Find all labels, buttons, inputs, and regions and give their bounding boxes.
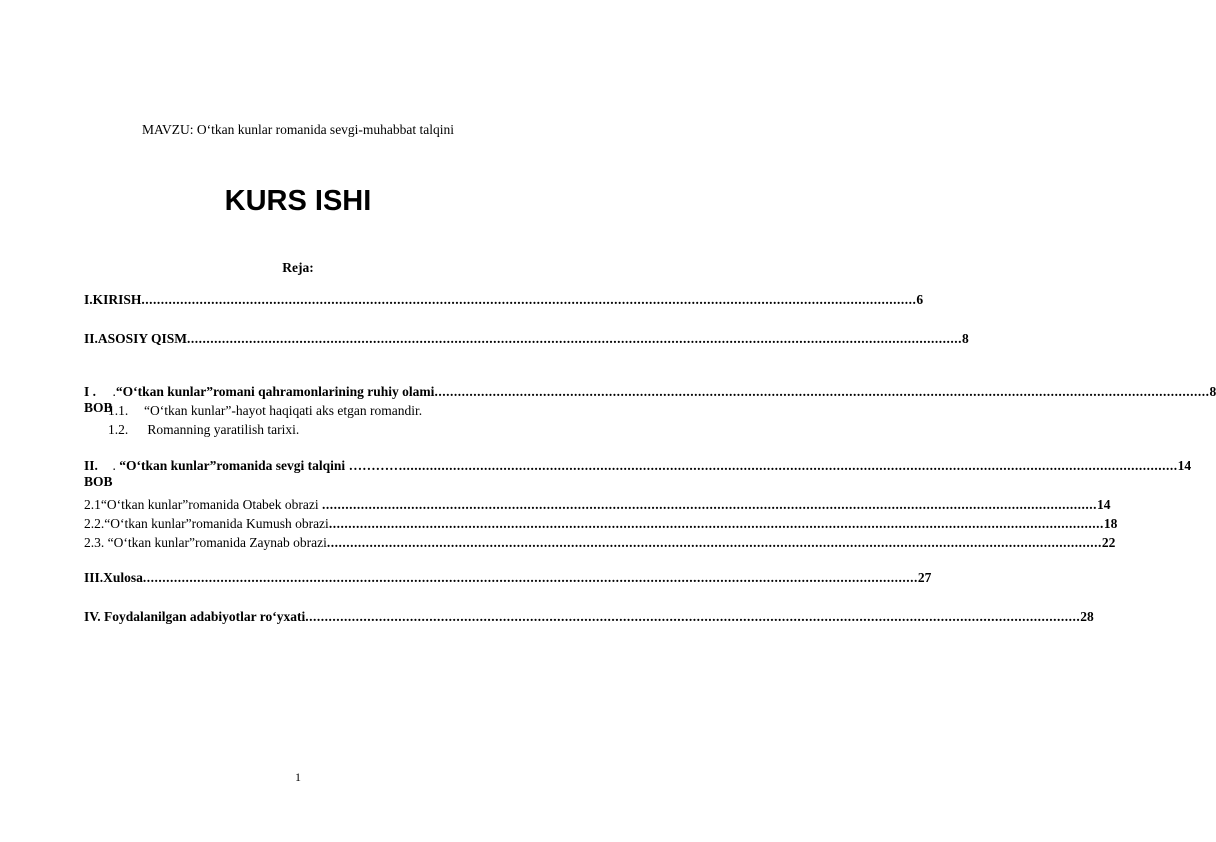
toc-subentry-number: 1.1. <box>108 403 129 418</box>
toc-entry-intro <box>84 292 924 308</box>
topic-line: MAVZU: O‘tkan kunlar romanida sevgi-muhabbat talqini <box>141 122 455 137</box>
toc-leader-dots: ........................................................................................................................................................................................................ <box>434 384 1210 399</box>
page-number: 1 <box>295 770 301 784</box>
toc-subentry-page: 18 <box>1103 516 1118 531</box>
toc-entry-main <box>84 331 969 347</box>
toc-subentry-2-1 <box>84 497 1111 513</box>
toc-entry-label: KIRISH <box>92 292 142 307</box>
toc-leader-dots: ........................................................................................................................................................................................................ <box>402 458 1178 473</box>
toc-entry-page: 8 <box>1209 384 1216 399</box>
toc-entry-page: 14 <box>1177 458 1192 473</box>
toc-entry-label: “O‘tkan kunlar”romanida sevgi talqini <box>119 458 349 473</box>
toc-entry-number: I . BOB <box>84 384 113 415</box>
document-title: KURS ISHI <box>224 185 372 217</box>
toc-subentry-number: 1.2. <box>108 422 129 437</box>
toc-subentry-page: 14 <box>1097 497 1111 512</box>
toc-subentry-label: 2.3. “O‘tkan kunlar”romanida Zaynab obrazi <box>84 535 327 550</box>
toc-subentry-1-1 <box>108 403 422 419</box>
toc-entry-chapter-2 <box>84 458 1192 490</box>
plan-heading: Reja: <box>282 260 314 275</box>
toc-leader-dots: ........................................................................................................................................................................................................ <box>141 292 917 307</box>
toc-subentry-2-3 <box>84 535 1116 551</box>
toc-entry-ellipsis: ………… <box>348 458 403 473</box>
toc-entry-number: II. BOB <box>84 458 113 489</box>
toc-entry-conclusion <box>84 570 932 586</box>
toc-subentry-page: 22 <box>1101 535 1116 550</box>
toc-leader-dots: ........................................................................................................................................................................................................ <box>305 609 1081 624</box>
toc-entry-references <box>84 609 1094 625</box>
toc-entry-number: III. <box>84 570 104 585</box>
toc-leader-dots: ........................................................................................................................................................................................................ <box>187 331 963 346</box>
toc-entry-number: I. <box>84 292 93 307</box>
toc-leader-dots: ........................................................................................................................................................................................................ <box>142 570 918 585</box>
toc-entry-page: 8 <box>962 331 969 346</box>
toc-leader-dots: ........................................................................................................................................................................................................ <box>328 516 1104 531</box>
toc-subentry-1-2 <box>108 422 299 438</box>
toc-entry-page: 27 <box>917 570 932 585</box>
toc-subentry-2-2 <box>84 516 1118 532</box>
toc-entry-label: Xulosa <box>103 570 143 585</box>
toc-entry-page: 6 <box>916 292 924 307</box>
toc-entry-number: II. <box>84 331 98 346</box>
toc-subentry-label: Romanning yaratilish tarixi. <box>144 422 300 437</box>
toc-entry-label: “O‘tkan kunlar”romani qahramonlarining ruhiy olami <box>115 384 435 399</box>
toc-entry-separator: . <box>112 384 116 399</box>
toc-entry-separator: . <box>112 458 120 473</box>
toc-subentry-label: 2.1“O‘tkan kunlar”romanida Otabek obrazi <box>84 497 323 512</box>
toc-leader-dots: ........................................................................................................................................................................................................ <box>326 535 1102 550</box>
toc-entry-label: IV. Foydalanilgan adabiyotlar ro‘yxati <box>84 609 306 624</box>
toc-entry-page: 28 <box>1080 609 1094 624</box>
toc-entry-label: ASOSIY QISM <box>97 331 188 346</box>
toc-subentry-label: 2.2.“O‘tkan kunlar”romanida Kumush obrazi <box>84 516 329 531</box>
toc-subentry-label: “O‘tkan kunlar”-hayot haqiqati aks etgan romandir. <box>144 403 423 418</box>
toc-leader-dots: ........................................................................................................................................................................................................ <box>322 497 1098 512</box>
